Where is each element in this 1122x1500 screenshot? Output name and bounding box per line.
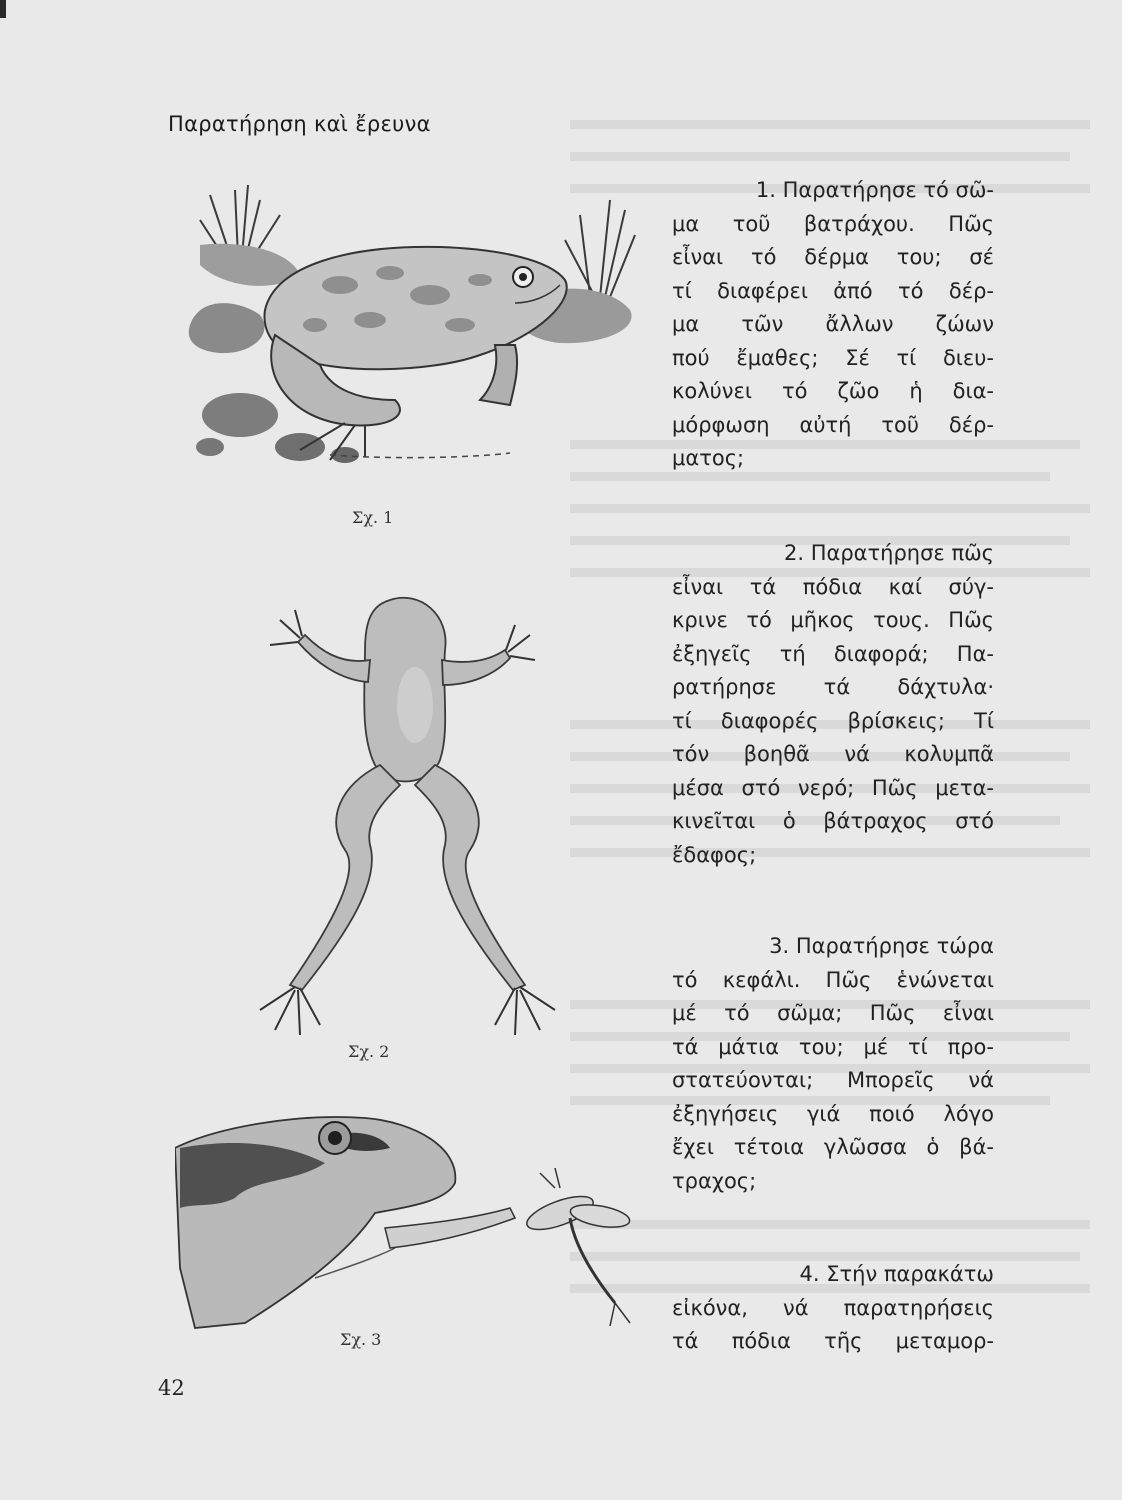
- text-line: μα τοῦ βατράχου. Πῶς: [672, 211, 994, 236]
- section-title: Παρατήρηση καὶ ἔρευνα: [168, 112, 431, 136]
- question-2: [672, 537, 994, 872]
- figure-2-frog-illustration: [240, 590, 580, 1040]
- text-line: τραχος;: [672, 1168, 757, 1193]
- text-line: τόν βοηθᾶ νά κολυμπᾶ: [672, 742, 994, 766]
- text-line: εἰκόνα, νά παρατηρήσεις: [672, 1295, 994, 1320]
- figure-1-frog-illustration: [180, 185, 650, 480]
- insect-icon: [523, 1168, 631, 1326]
- scan-edge-mark: [0, 0, 6, 18]
- text-line: 2. Παρατήρησε πῶς: [784, 541, 994, 565]
- figure-1-caption: Σχ. 1: [352, 508, 394, 527]
- text-line: τί διαφορές βρίσκεις; Τί: [672, 708, 994, 733]
- text-line: τί διαφέρει ἀπό τό δέρ-: [672, 278, 994, 303]
- figure-2-caption: Σχ. 2: [348, 1042, 390, 1061]
- text-line: μέ τό σῶμα; Πῶς εἶναι: [672, 1001, 994, 1025]
- text-line: ἐξηγεῖς τή διαφορά; Πα-: [672, 641, 994, 666]
- text-line: στατεύονται; Μπορεῖς νά: [672, 1068, 994, 1092]
- text-line: μα τῶν ἄλλων ζώων: [672, 312, 994, 336]
- frog-top-view-icon: [290, 598, 525, 990]
- text-line: μόρφωση αὐτή τοῦ δέρ-: [672, 412, 994, 437]
- page-number: 42: [158, 1376, 185, 1400]
- text-line: ἔχει τέτοια γλῶσσα ὁ βά-: [672, 1135, 994, 1159]
- text-line: τά πόδια τῆς μεταμορ-: [672, 1329, 994, 1353]
- text-line: 1. Παρατήρησε τό σῶ-: [755, 178, 994, 202]
- question-1: [672, 174, 994, 476]
- text-line: ἔδαφος;: [672, 842, 757, 867]
- text-line: τό κεφάλι. Πῶς ἑνώνεται: [672, 967, 994, 992]
- figure-3-frog-illustration: [175, 1108, 655, 1333]
- text-line: πού ἔμαθες; Σέ τί διευ-: [672, 345, 994, 370]
- frog-tongue-icon: [385, 1208, 515, 1248]
- question-3: [672, 930, 994, 1198]
- text-line: μέσα στό νερό; Πῶς μετα-: [672, 775, 994, 800]
- text-line: τά μάτια του; μέ τί προ-: [672, 1034, 994, 1059]
- frog-body-icon: [264, 247, 566, 460]
- text-line: ἐξηγήσεις γιά ποιό λόγο: [672, 1101, 994, 1126]
- question-4: [672, 1258, 994, 1359]
- frog-head-icon: [175, 1117, 455, 1328]
- text-line: ρατήρησε τά δάχτυλα·: [672, 675, 994, 699]
- text-line: κρινε τό μῆκος τους. Πῶς: [672, 608, 994, 632]
- text-line: κολύνει τό ζῶο ἡ δια-: [672, 379, 994, 403]
- text-line: εἶναι τό δέρμα του; σέ: [672, 245, 994, 269]
- text-line: 4. Στήν παρακάτω: [799, 1262, 994, 1286]
- text-line: 3. Παρατήρησε τώρα: [769, 934, 994, 958]
- grass-right-icon: [565, 200, 635, 297]
- figure-3-caption: Σχ. 3: [340, 1330, 382, 1349]
- text-line: εἶναι τά πόδια καί σύγ-: [672, 574, 994, 599]
- text-line: ματος;: [672, 446, 745, 470]
- text-line: κινεῖται ὁ βάτραχος στό: [672, 809, 994, 833]
